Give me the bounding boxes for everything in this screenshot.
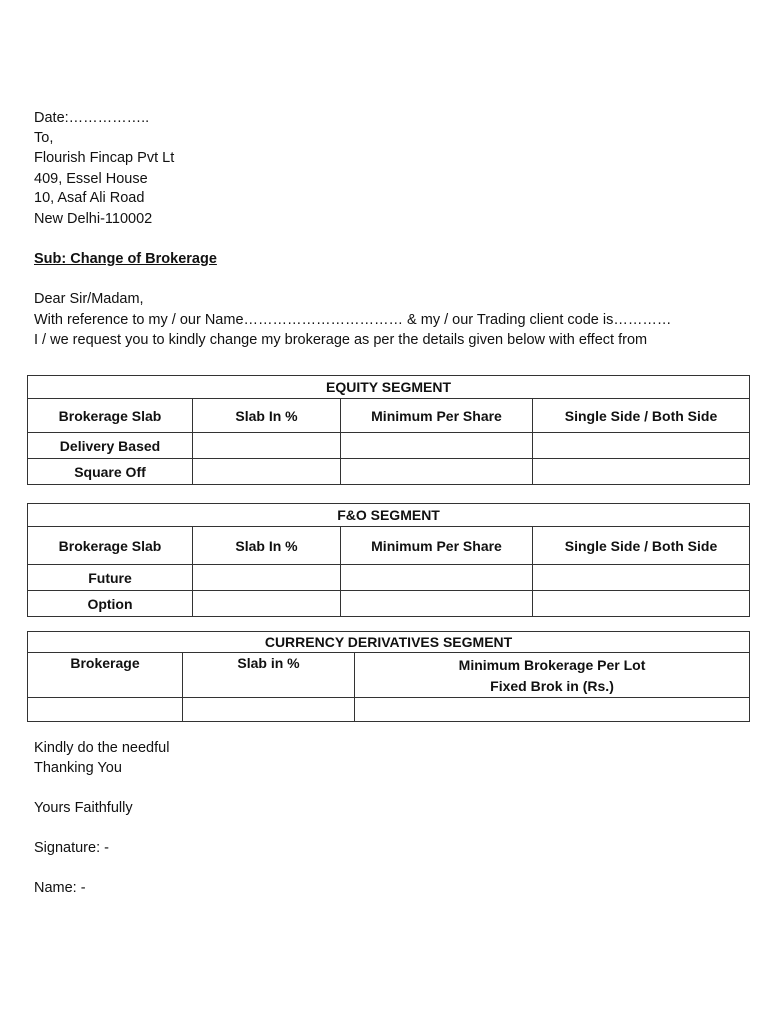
equity-row-label-square-off: Square Off [28,459,193,485]
date-line: Date:…………….. [34,110,150,126]
equity-row-label-delivery: Delivery Based [28,433,193,459]
equity-header-brokerage-slab: Brokerage Slab [28,399,193,433]
fo-future-min-cell[interactable] [341,565,533,591]
currency-header-slab-percent: Slab in % [183,653,355,698]
address-line-2: 10, Asaf Ali Road [34,190,145,206]
equity-delivery-side-cell[interactable] [533,433,750,459]
recipient-company: Flourish Fincap Pvt Lt [34,150,175,166]
equity-segment-table [27,375,750,485]
equity-header-minimum-per-share: Minimum Per Share [341,399,533,433]
equity-squareoff-min-cell[interactable] [341,459,533,485]
equity-squareoff-side-cell[interactable] [533,459,750,485]
signature-line: Signature: - [34,840,109,856]
yours-faithfully: Yours Faithfully [34,800,133,816]
fo-row-label-option: Option [28,591,193,617]
name-line: Name: - [34,880,86,896]
fo-segment-title: F&O SEGMENT [28,504,750,527]
fo-segment-table [27,503,750,617]
fo-header-minimum-per-share: Minimum Per Share [341,527,533,565]
equity-delivery-slab-cell[interactable] [193,433,341,459]
equity-squareoff-slab-cell[interactable] [193,459,341,485]
salutation: Dear Sir/Madam, [34,291,144,307]
fo-header-brokerage-slab: Brokerage Slab [28,527,193,565]
request-line: I / we request you to kindly change my brokerage as per the details given below with effect from [34,332,648,348]
address-line-3: New Delhi-110002 [34,211,153,227]
thanks-line: Thanking You [34,760,122,776]
fo-future-side-cell[interactable] [533,565,750,591]
currency-segment-title: CURRENCY DERIVATIVES SEGMENT [28,632,750,653]
fo-option-min-cell[interactable] [341,591,533,617]
currency-header-fixed-brok: Fixed Brok in (Rs.) [490,678,614,694]
subject-line: Sub: Change of Brokerage [34,251,217,267]
needful-line: Kindly do the needful [34,740,170,756]
currency-slab-cell[interactable] [183,698,355,722]
currency-header-min-brokerage [355,653,750,698]
fo-row-label-future: Future [28,565,193,591]
equity-header-slab-percent: Slab In % [193,399,341,433]
currency-header-brokerage: Brokerage [28,653,183,698]
equity-segment-title: EQUITY SEGMENT [28,376,750,399]
equity-delivery-min-cell[interactable] [341,433,533,459]
fo-option-side-cell[interactable] [533,591,750,617]
fo-header-side: Single Side / Both Side [533,527,750,565]
address-line-1: 409, Essel House [34,171,148,187]
reference-line: With reference to my / our Name…………………………… & my / our Trading client code is………… [34,312,672,328]
currency-min-brokerage-cell[interactable] [355,698,750,722]
currency-brokerage-cell[interactable] [28,698,183,722]
currency-segment-table [27,631,750,722]
fo-header-slab-percent: Slab In % [193,527,341,565]
fo-option-slab-cell[interactable] [193,591,341,617]
equity-header-side: Single Side / Both Side [533,399,750,433]
fo-future-slab-cell[interactable] [193,565,341,591]
currency-header-min-per-lot: Minimum Brokerage Per Lot [458,657,646,673]
to-line: To, [34,130,54,146]
